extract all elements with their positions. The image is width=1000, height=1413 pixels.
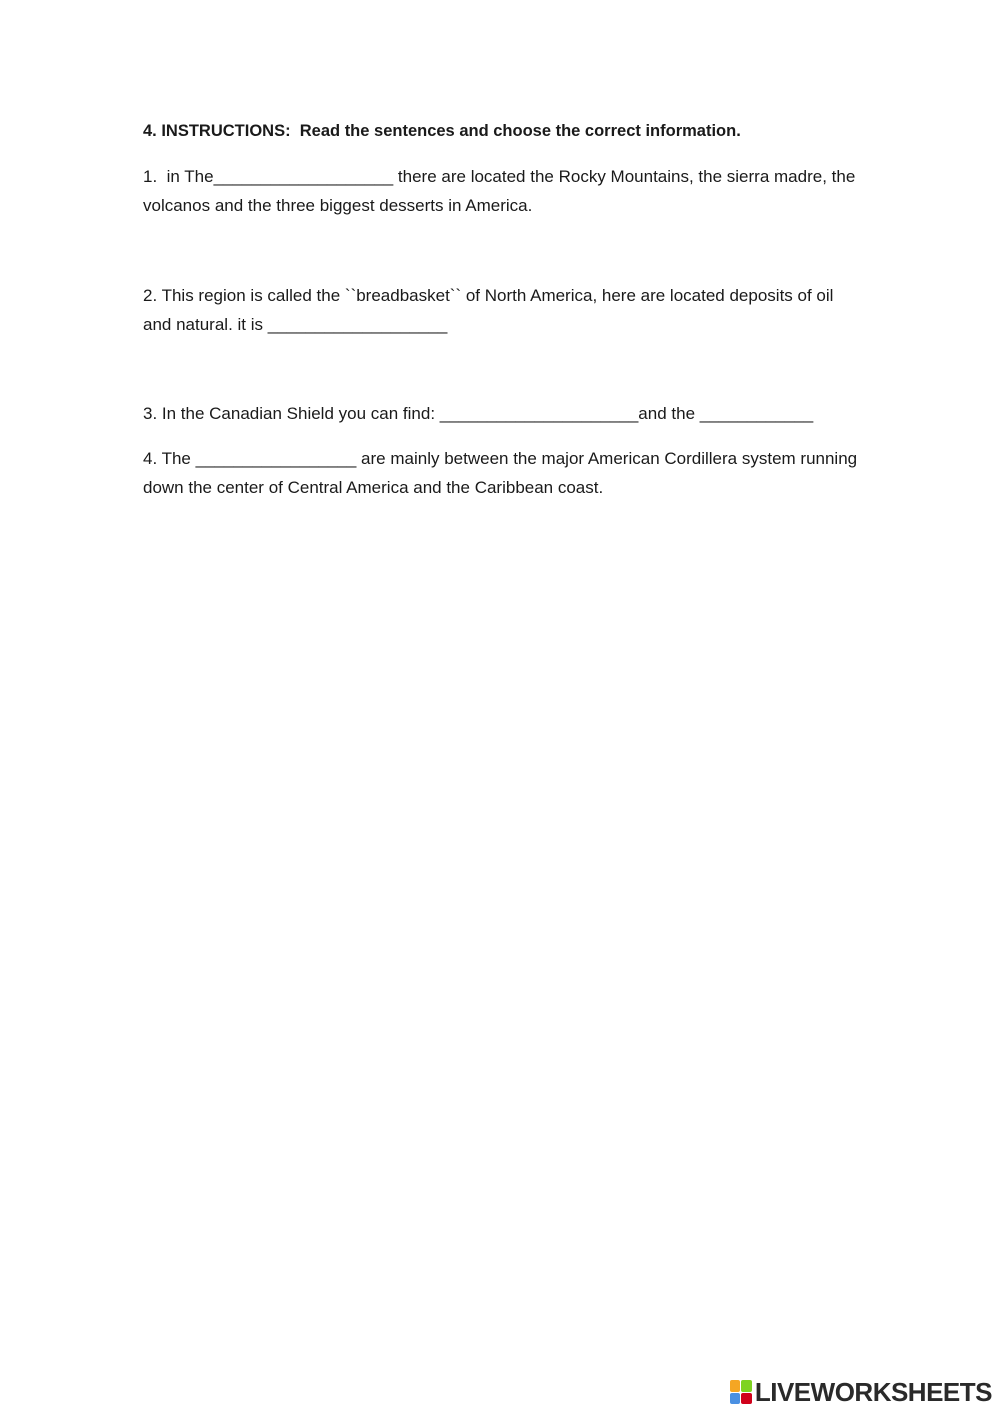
liveworksheets-brand-text: LIVEWORKSHEETS: [754, 1377, 992, 1407]
logo-square-3: [730, 1393, 741, 1405]
logo-square-1: [730, 1380, 741, 1392]
question-1[interactable]: 1. in The___________________ there are located the Rocky Mountains, the sierra madre, the volcanos and the three biggest desserts in America.: [143, 167, 861, 215]
logo-square-2: [741, 1380, 752, 1392]
question-3[interactable]: 3. In the Canadian Shield you can find: _____________________and the ____________: [143, 404, 814, 423]
liveworksheets-logo-icon: [730, 1380, 752, 1404]
instructions-heading: 4. INSTRUCTIONS: Read the sentences and choose the correct information.: [143, 122, 741, 140]
logo-square-4: [741, 1393, 752, 1405]
liveworksheets-logo: [730, 1377, 992, 1407]
worksheet-content: [143, 118, 863, 502]
question-4[interactable]: 4. The _________________ are mainly between the major American Cordillera system running down the center of Central America and the Caribbean coast.: [143, 449, 862, 497]
question-2[interactable]: 2. This region is called the ``breadbasket`` of North America, here are located deposits of oil and natural. it is ___________________: [143, 286, 839, 334]
